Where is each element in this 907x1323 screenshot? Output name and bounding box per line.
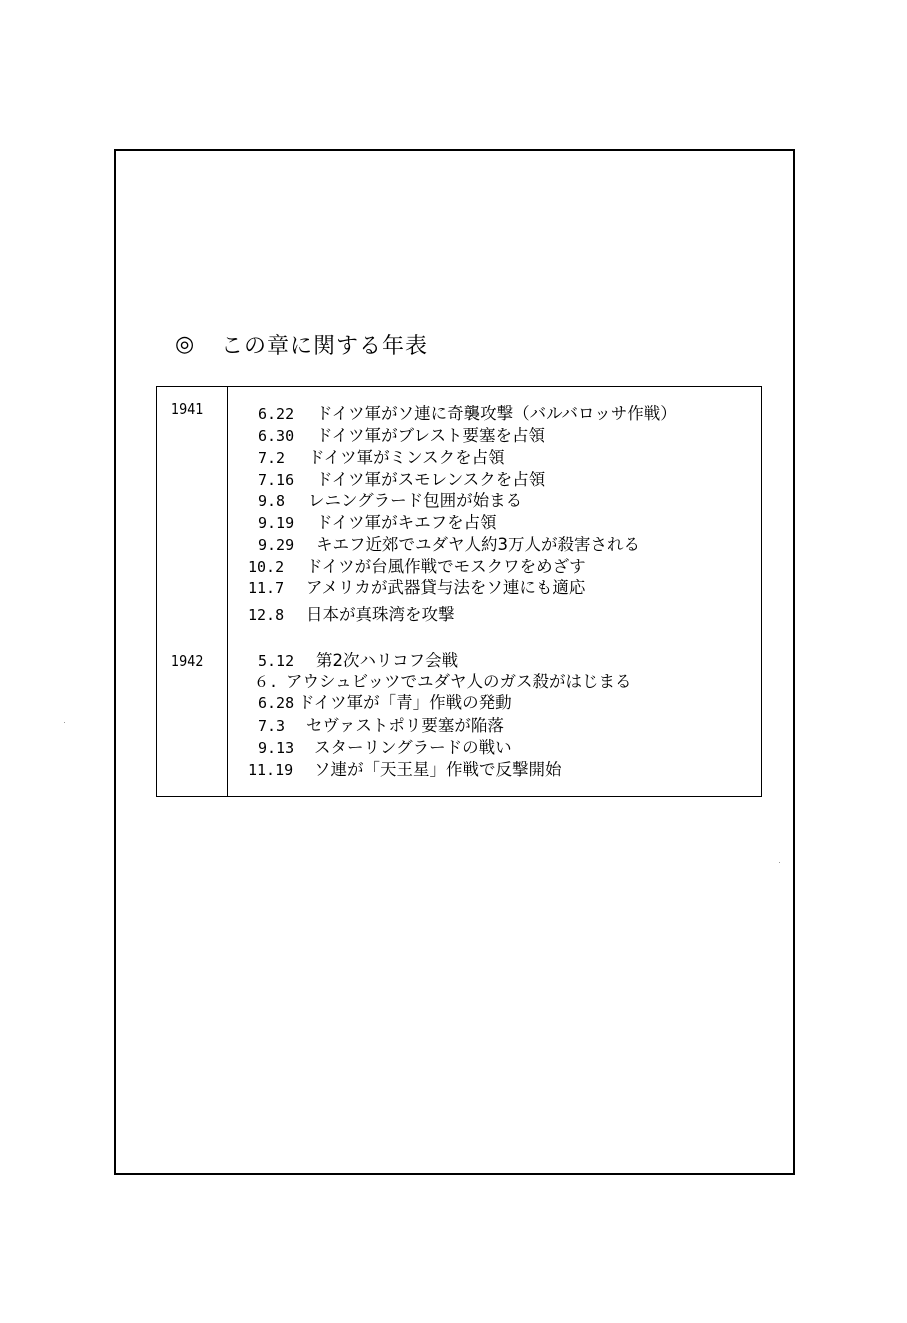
event-date: 9.13 (258, 739, 295, 757)
event-1941-6 (258, 535, 640, 555)
event-1942-3 (258, 716, 504, 736)
event-text: ドイツ軍がブレスト要塞を占領 (316, 426, 546, 445)
event-1942-4 (258, 738, 512, 758)
event-text: ドイツ軍がミンスクを占領 (308, 448, 505, 467)
event-1941-9 (248, 605, 455, 625)
event-1942-2 (258, 693, 512, 713)
event-date: 5.12 (258, 652, 295, 670)
event-text: ドイツ軍がソ連に奇襲攻撃（バルバロッサ作戦） (316, 404, 677, 423)
timeline-table (156, 386, 762, 797)
event-1942-0 (258, 651, 458, 671)
event-date: 6.30 (258, 427, 295, 445)
event-date: 9.29 (258, 536, 295, 554)
year-1942: 1942 (171, 652, 204, 670)
event-date: 12.8 (248, 606, 285, 624)
event-1941-1 (258, 426, 545, 446)
chapter-timeline-heading (175, 326, 428, 362)
event-text: セヴァストポリ要塞が陥落 (306, 716, 504, 735)
event-date: 10.2 (248, 558, 285, 576)
event-text: アメリカが武器貸与法をソ連にも適応 (306, 578, 586, 597)
event-text: 日本が真珠湾を攻撃 (306, 605, 455, 624)
event-1941-7 (248, 557, 586, 577)
event-1942-5 (248, 760, 562, 780)
event-1942-1 (254, 672, 632, 692)
event-date: 11.19 (248, 761, 294, 779)
event-date: 7.2 (258, 449, 286, 467)
event-date: 9.19 (258, 514, 295, 532)
event-text: レニングラード包囲が始まる (308, 491, 523, 510)
event-1941-4 (258, 491, 522, 511)
event-text: アウシュビッツでユダヤ人のガス殺がはじまる (286, 672, 632, 691)
event-1941-2 (258, 448, 505, 468)
year-column-divider (227, 387, 228, 796)
event-date: 6.22 (258, 405, 295, 423)
event-text: ドイツが台風作戦でモスクワをめざす (306, 557, 586, 576)
event-text: ドイツ軍が「青」作戦の発動 (298, 693, 512, 712)
event-text: ソ連が「天王星」作戦で反撃開始 (314, 760, 562, 779)
event-1941-8 (248, 578, 585, 598)
event-1941-3 (258, 470, 545, 490)
event-1941-5 (258, 513, 497, 533)
year-1941: 1941 (171, 400, 204, 418)
event-date: 6.28 (258, 694, 295, 712)
event-date: 7.16 (258, 471, 295, 489)
event-text: ドイツ軍がキエフを占領 (316, 513, 497, 532)
event-date: 11.7 (248, 579, 285, 597)
event-text: キエフ近郊でユダヤ人約3万人が殺害される (316, 535, 640, 554)
event-date: 7.3 (258, 717, 286, 735)
heading-text: この章に関する年表 (221, 333, 429, 359)
event-text: ドイツ軍がスモレンスクを占領 (316, 470, 546, 489)
event-date: 9.8 (258, 492, 286, 510)
event-text: 第2次ハリコフ会戦 (316, 651, 459, 670)
scan-speck (779, 862, 780, 863)
double-circle-icon: ◎ (175, 331, 196, 357)
event-text: スターリングラードの戦い (314, 738, 512, 757)
event-date: ６. (254, 673, 279, 691)
scan-speck (64, 722, 65, 723)
event-1941-0 (258, 404, 677, 424)
